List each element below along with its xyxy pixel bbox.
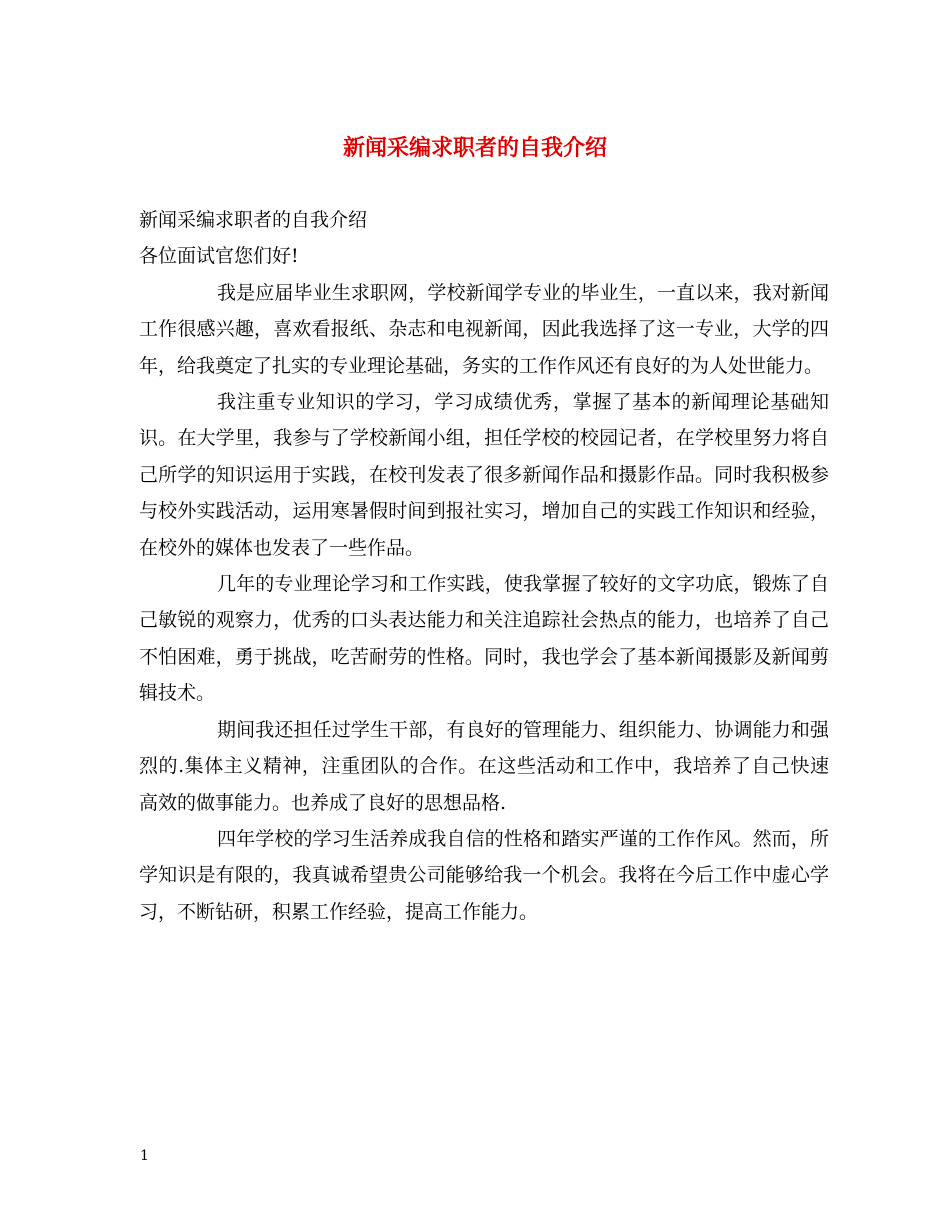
paragraph: 几年的专业理论学习和工作实践，使我掌握了较好的文字功底，锻炼了自己敏锐的观察力，优秀的口头表达能力和关注追踪社会热点的能力，也培养了自己不怕困难，勇于挑战，吃苦耐劳的性格。同时，我也学会了基本新闻摄影及新闻剪辑技术。 <box>139 573 829 705</box>
paragraph: 我是应届毕业生求职网，学校新闻学专业的毕业生，一直以来，我对新闻工作很感兴趣，喜欢看报纸、杂志和电视新闻，因此我选择了这一专业，大学的四年，给我奠定了扎实的专业理论基础，务实的工作作风还有良好的为人处世能力。 <box>139 281 829 377</box>
document-title: 新闻采编求职者的自我介绍 <box>342 135 607 161</box>
paragraph: 期间我还担任过学生干部，有良好的管理能力、组织能力、协调能力和强烈的.集体主义精神，注重团队的合作。在这些活动和工作中，我培养了自己快速高效的做事能力。也养成了良好的思想品格. <box>139 718 829 814</box>
greeting-line: 各位面试官您们好! <box>139 245 299 268</box>
paragraph: 四年学校的学习生活养成我自信的性格和踏实严谨的工作作风。然而，所学知识是有限的，我真诚希望贵公司能够给我一个机会。我将在今后工作中虚心学习，不断钻研，积累工作经验，提高工作能力。 <box>139 827 829 923</box>
paragraph: 我注重专业知识的学习，学习成绩优秀，掌握了基本的新闻理论基础知识。在大学里，我参与了学校新闻小组，担任学校的校园记者，在学校里努力将自己所学的知识运用于实践，在校刊发表了很多新闻作品和摄影作品。同时我积极参与校外实践活动，运用寒暑假时间到报社实习，增加自己的实践工作知识和经验，在校外的媒体也发表了一些作品。 <box>139 391 829 559</box>
document-body <box>139 202 829 930</box>
page-number: 1 <box>140 1148 149 1164</box>
document-subtitle: 新闻采编求职者的自我介绍 <box>139 209 368 231</box>
